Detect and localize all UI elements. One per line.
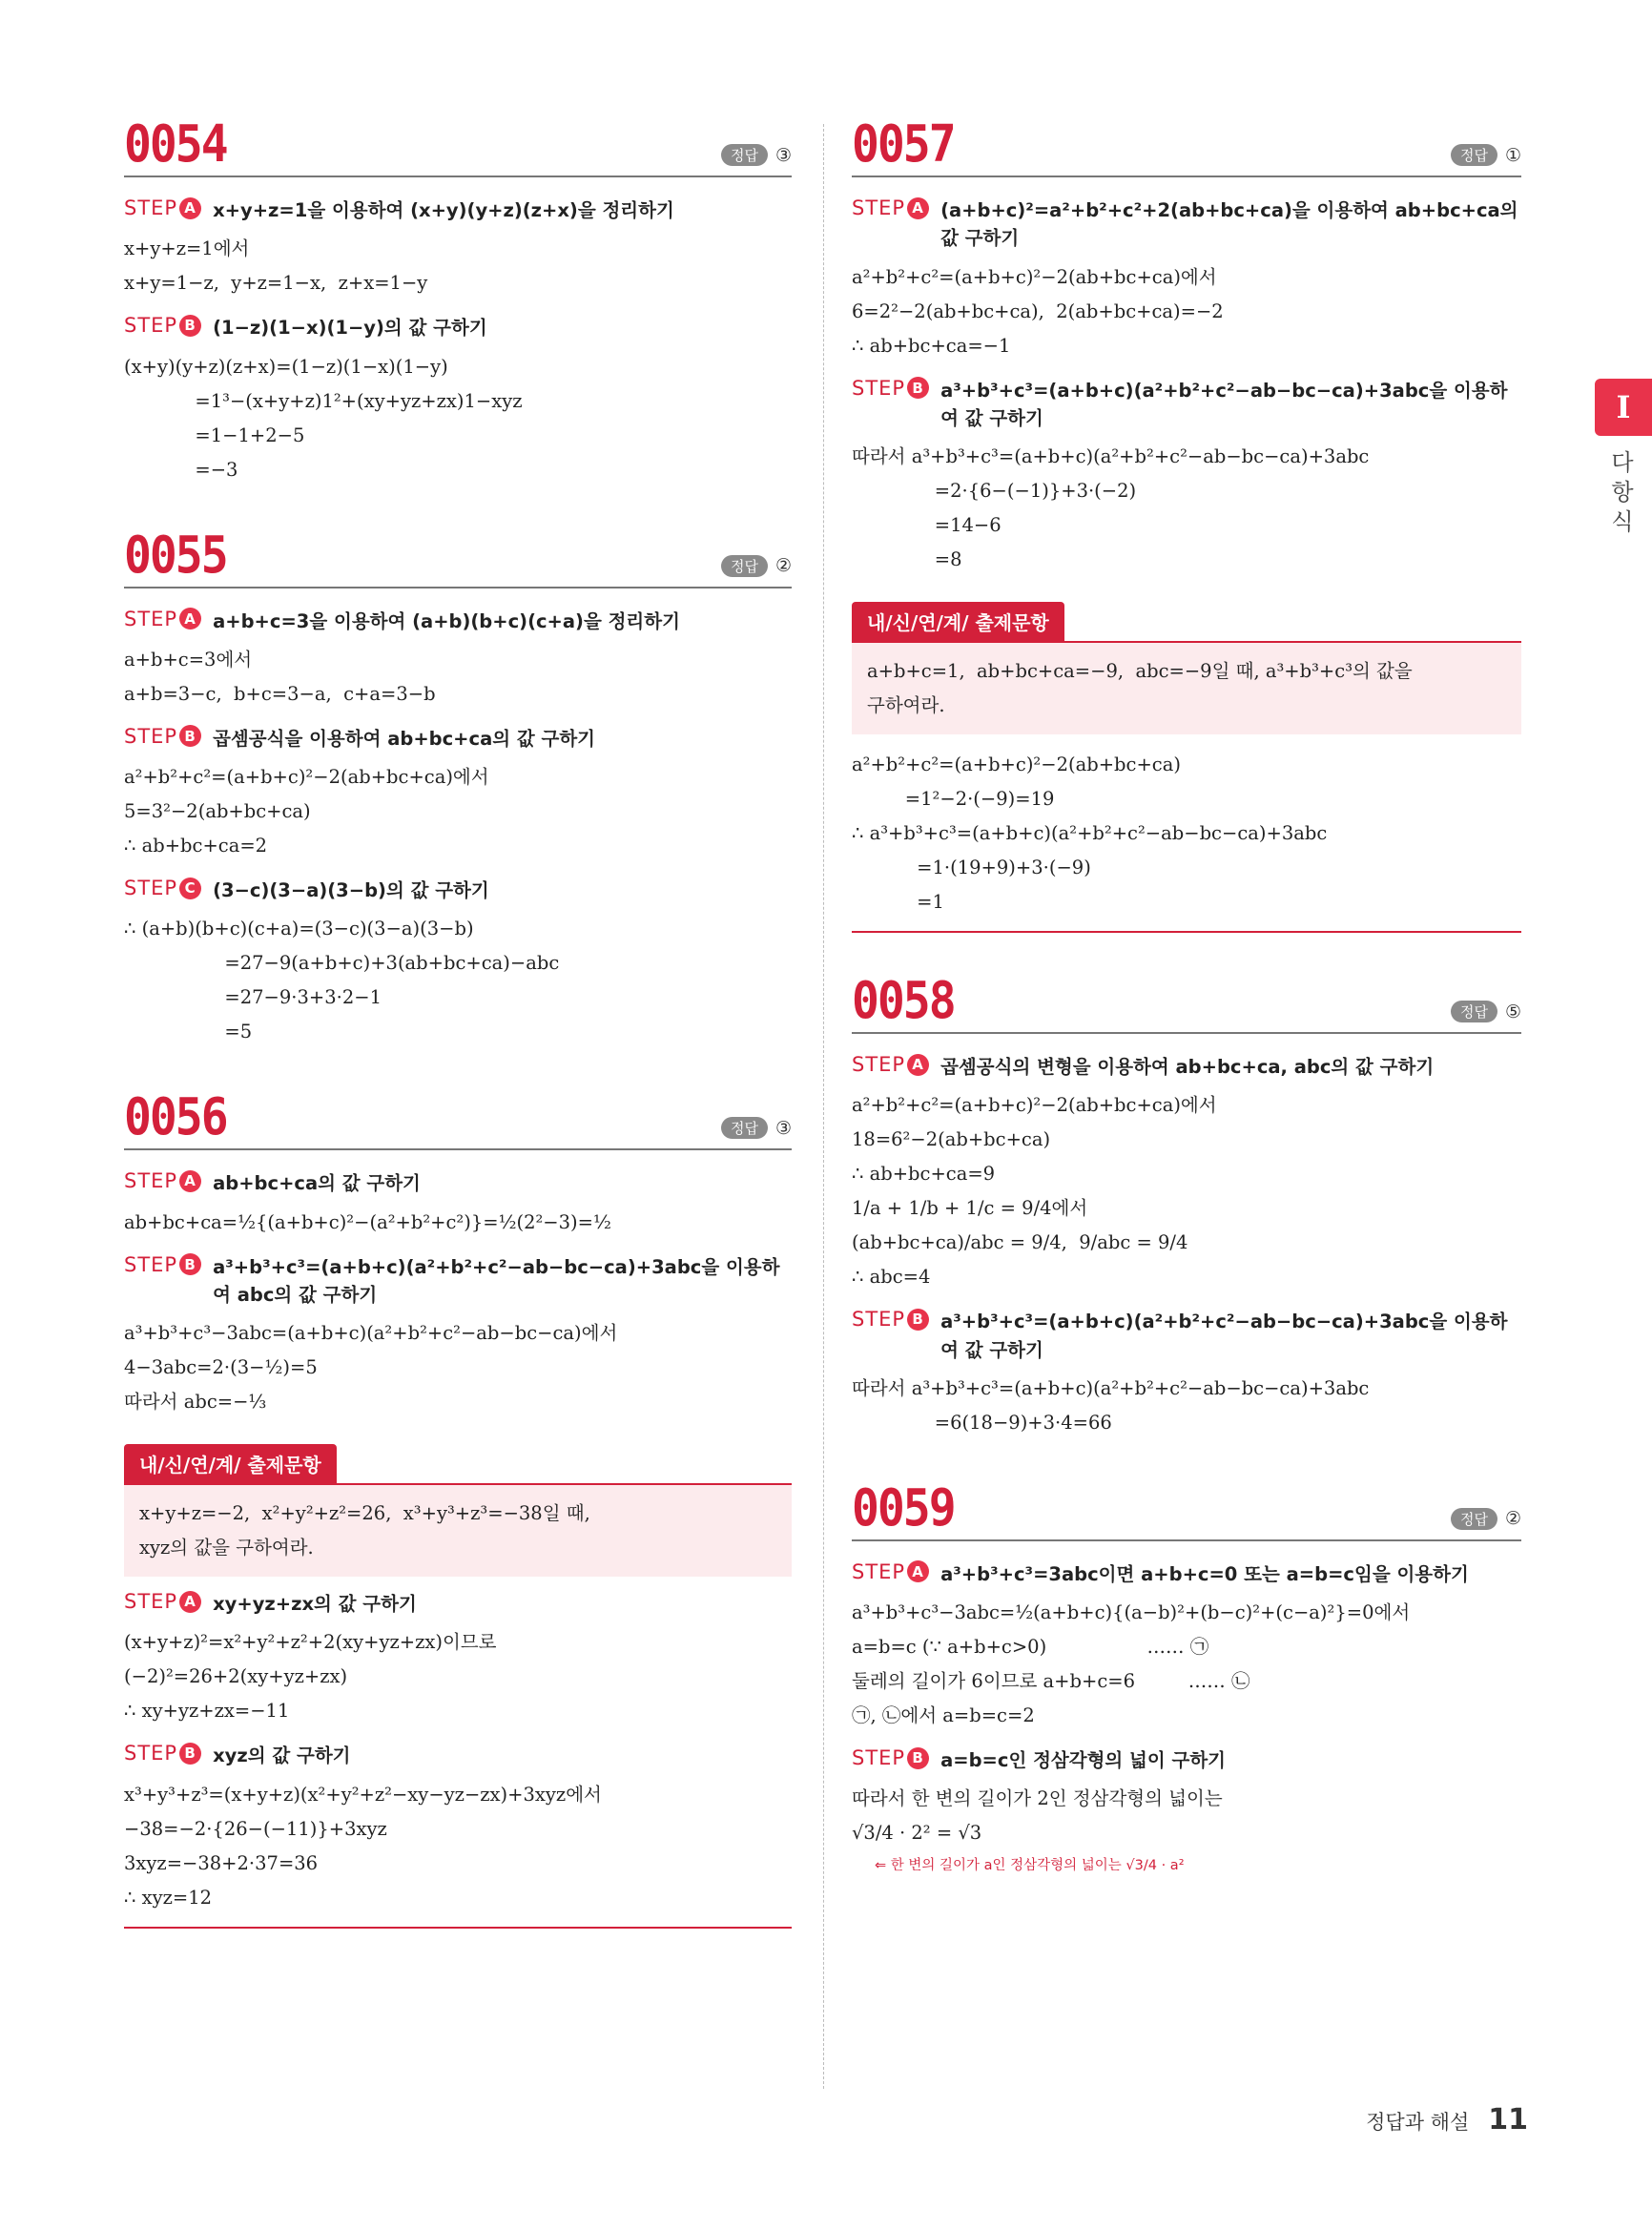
solution-line: a²+b²+c²=(a+b+c)²−2(ab+bc+ca)에서 bbox=[852, 265, 1217, 288]
step-label bbox=[124, 608, 201, 630]
solution-line: (x+y)(y+z)(z+x)=(1−z)(1−x)(1−y) bbox=[124, 355, 448, 378]
step-word: STEP bbox=[124, 196, 178, 219]
solution-line: 5=3²−2(ab+bc+ca) bbox=[124, 800, 311, 822]
page-footer bbox=[1366, 2103, 1528, 2137]
solution-line: x+y+z=1에서 bbox=[124, 237, 250, 260]
solution-line: x³+y³+z³=(x+y+z)(x²+y²+z²−xy−yz−zx)+3xyz에서 bbox=[124, 1783, 602, 1806]
step-label bbox=[852, 377, 929, 400]
problem-0057 bbox=[852, 114, 1521, 933]
solution-line: =8 bbox=[852, 548, 962, 570]
problem-number: 0055 bbox=[124, 525, 227, 585]
problem-number: 0056 bbox=[124, 1087, 227, 1147]
step bbox=[124, 725, 792, 753]
step-label bbox=[852, 1053, 929, 1076]
problem-header bbox=[124, 1087, 792, 1150]
note-text: ⇐ 한 변의 길이가 a인 정삼각형의 넓이는 √3/4 · a² bbox=[875, 1858, 1185, 1874]
step-label bbox=[852, 196, 929, 219]
solution-line: ∴ abc=4 bbox=[852, 1266, 931, 1289]
problem-number: 0054 bbox=[124, 114, 227, 175]
solution-line: 6=2²−2(ab+bc+ca), 2(ab+bc+ca)=−2 bbox=[852, 299, 1224, 322]
solution-line: a+b+c=1, ab+bc+ca=−9, abc=−9일 때, a³+b³+c³의 값을 bbox=[867, 660, 1413, 682]
solution-line: =6(18−9)+3·4=66 bbox=[852, 1411, 1112, 1434]
area-note bbox=[852, 1854, 1521, 1874]
solution-line: 18=6²−2(ab+bc+ca) bbox=[852, 1128, 1051, 1151]
solution-line: 따라서 a³+b³+c³=(a+b+c)(a²+b²+c²−ab−bc−ca)+3abc bbox=[852, 1376, 1370, 1399]
solution-line: ∴ xyz=12 bbox=[124, 1886, 213, 1909]
naesin-label: 내/신/연/계/ 출제문항 bbox=[852, 602, 1064, 641]
step-label bbox=[124, 877, 201, 899]
step-word: STEP bbox=[852, 1746, 906, 1769]
step-letter-circle: A bbox=[179, 1170, 201, 1192]
problem-0056 bbox=[124, 1087, 792, 1928]
step bbox=[852, 1746, 1521, 1774]
solution-line: =1²−2·(−9)=19 bbox=[852, 788, 1055, 810]
footer-text: 정답과 해설 bbox=[1366, 2111, 1470, 2134]
solution-line: =1−1+2−5 bbox=[124, 423, 305, 446]
answer-badge: 정답 bbox=[721, 144, 768, 166]
step bbox=[124, 196, 792, 224]
step-label bbox=[124, 1742, 201, 1765]
step-title: a+b+c=3을 이용하여 (a+b)(b+c)(c+a)을 정리하기 bbox=[213, 609, 680, 632]
solution-line: (x+y+z)²=x²+y²+z²+2(xy+yz+zx)이므로 bbox=[124, 1631, 497, 1654]
answer-value: ③ bbox=[774, 144, 792, 166]
step bbox=[124, 1169, 792, 1197]
problem-0054 bbox=[124, 114, 792, 487]
step-letter-circle: A bbox=[907, 1560, 929, 1582]
solution-line: =27−9(a+b+c)+3(ab+bc+ca)−abc bbox=[124, 952, 560, 975]
problem-number: 0057 bbox=[852, 114, 955, 175]
problem-0059 bbox=[852, 1477, 1521, 1875]
solution-line: (−2)²=26+2(xy+yz+zx) bbox=[124, 1665, 348, 1688]
step bbox=[124, 608, 792, 635]
step-title: a³+b³+c³=(a+b+c)(a²+b²+c²−ab−bc−ca)+3abc을 이용하여 값 구하기 bbox=[940, 379, 1508, 429]
left-column bbox=[124, 114, 792, 1976]
naesin-solution bbox=[852, 748, 1521, 919]
step bbox=[124, 1742, 792, 1769]
solution-line: =14−6 bbox=[852, 514, 1002, 536]
step-letter-circle: A bbox=[179, 197, 201, 219]
naesin-header bbox=[124, 1444, 792, 1485]
solution-line: a²+b²+c²=(a+b+c)²−2(ab+bc+ca)에서 bbox=[852, 1094, 1217, 1117]
step-word: STEP bbox=[124, 877, 178, 899]
step-title: a³+b³+c³=(a+b+c)(a²+b²+c²−ab−bc−ca)+3abc을 이용하여 abc의 값 구하기 bbox=[213, 1255, 780, 1306]
problem-header bbox=[124, 525, 792, 588]
solution-line: 따라서 한 변의 길이가 2인 정삼각형의 넓이는 bbox=[852, 1787, 1223, 1810]
step-word: STEP bbox=[852, 1053, 906, 1076]
solution-line: a+b=3−c, b+c=3−a, c+a=3−b bbox=[124, 682, 436, 705]
step-title: (3−c)(3−a)(3−b)의 값 구하기 bbox=[213, 879, 489, 901]
step-letter-circle: A bbox=[179, 1591, 201, 1613]
solution-line: xyz의 값을 구하여라. bbox=[139, 1537, 314, 1559]
step-title: a³+b³+c³=3abc이면 a+b+c=0 또는 a=b=c임을 이용하기 bbox=[940, 1562, 1469, 1585]
step-label bbox=[852, 1560, 929, 1583]
solution-line: ∴ xy+yz+zx=−11 bbox=[124, 1700, 290, 1723]
solution-line: ∴ ab+bc+ca=9 bbox=[852, 1163, 996, 1186]
answer bbox=[1451, 1508, 1521, 1530]
step-title: 곱셈공식을 이용하여 ab+bc+ca의 값 구하기 bbox=[213, 727, 595, 750]
step-title: ab+bc+ca의 값 구하기 bbox=[213, 1172, 421, 1195]
answer-value: ③ bbox=[774, 1117, 792, 1139]
step-label bbox=[852, 1746, 929, 1769]
step-word: STEP bbox=[124, 1252, 178, 1276]
step-letter-circle: B bbox=[907, 377, 929, 399]
answer-badge: 정답 bbox=[721, 1117, 768, 1139]
solution-line: 구하여라. bbox=[867, 694, 945, 716]
solution-line: =1 bbox=[852, 891, 944, 913]
answer bbox=[721, 144, 792, 166]
solution-line: =1·(19+9)+3·(−9) bbox=[852, 857, 1091, 878]
solution-line: =−3 bbox=[124, 458, 238, 481]
step-letter-circle: B bbox=[179, 315, 201, 337]
step-title: (1−z)(1−x)(1−y)의 값 구하기 bbox=[213, 317, 487, 340]
step-word: STEP bbox=[124, 1742, 178, 1765]
step-title: 곱셈공식의 변형을 이용하여 ab+bc+ca, abc의 값 구하기 bbox=[940, 1056, 1435, 1078]
solution-line: ∴ ab+bc+ca=2 bbox=[124, 835, 268, 857]
naesin-box bbox=[852, 602, 1521, 933]
problem-header bbox=[124, 114, 792, 177]
answer-value: ② bbox=[1504, 1508, 1521, 1530]
problem-0055 bbox=[124, 525, 792, 1050]
solution-line: 따라서 a³+b³+c³=(a+b+c)(a²+b²+c²−ab−bc−ca)+3abc bbox=[852, 445, 1370, 467]
right-column bbox=[852, 114, 1521, 1922]
solution-line: x+y=1−z, y+z=1−x, z+x=1−y bbox=[124, 272, 428, 295]
step-word: STEP bbox=[852, 1308, 906, 1332]
step-letter-circle: A bbox=[907, 197, 929, 219]
step-word: STEP bbox=[852, 196, 906, 219]
solution-line: a+b+c=3에서 bbox=[124, 648, 253, 671]
step-label bbox=[124, 196, 201, 219]
step-letter-circle: B bbox=[907, 1747, 929, 1769]
step-letter-circle: A bbox=[179, 608, 201, 630]
answer bbox=[721, 1117, 792, 1139]
step bbox=[124, 1590, 792, 1618]
problem-0058 bbox=[852, 970, 1521, 1440]
solution-line: =2·{6−(−1)}+3·(−2) bbox=[852, 480, 1137, 502]
answer-badge: 정답 bbox=[721, 555, 768, 577]
step-word: STEP bbox=[124, 724, 178, 748]
solution-line: ∴ (a+b)(b+c)(c+a)=(3−c)(3−a)(3−b) bbox=[124, 918, 474, 940]
solution-line: −38=−2·{26−(−11)}+3xyz bbox=[124, 1817, 387, 1840]
naesin-label: 내/신/연/계/ 출제문항 bbox=[124, 1444, 337, 1483]
step-word: STEP bbox=[124, 607, 178, 630]
step-letter-circle: B bbox=[907, 1309, 929, 1331]
step-label bbox=[124, 1590, 201, 1613]
solution-line: ㉠, ㉡에서 a=b=c=2 bbox=[852, 1704, 1035, 1726]
answer-badge: 정답 bbox=[1451, 144, 1497, 166]
solution-line: ab+bc+ca=½{(a+b+c)²−(a²+b²+c²)}=½(2²−3)=½ bbox=[124, 1210, 611, 1233]
step-letter-circle: C bbox=[179, 878, 201, 899]
step-title: x+y+z=1을 이용하여 (x+y)(y+z)(z+x)을 정리하기 bbox=[213, 199, 674, 221]
step-label bbox=[124, 725, 201, 748]
solution-line: ∴ ab+bc+ca=−1 bbox=[852, 334, 1011, 357]
step bbox=[852, 196, 1521, 253]
step bbox=[852, 1053, 1521, 1081]
step-label bbox=[124, 1253, 201, 1276]
step-label bbox=[124, 314, 201, 337]
answer bbox=[1451, 1001, 1521, 1022]
answer-value: ① bbox=[1504, 144, 1521, 166]
step bbox=[124, 877, 792, 904]
solution-line: =5 bbox=[124, 1021, 253, 1043]
solution-line: 따라서 abc=−⅓ bbox=[124, 1391, 267, 1413]
step-title: (a+b+c)²=a²+b²+c²+2(ab+bc+ca)을 이용하여 ab+bc+ca의 값 구하기 bbox=[940, 199, 1518, 250]
answer-badge: 정답 bbox=[1451, 1508, 1497, 1530]
solution-line: a²+b²+c²=(a+b+c)²−2(ab+bc+ca) bbox=[852, 754, 1181, 775]
step bbox=[124, 1253, 792, 1310]
solution-line: a³+b³+c³−3abc=(a+b+c)(a²+b²+c²−ab−bc−ca)에서 bbox=[124, 1322, 618, 1344]
chapter-tab bbox=[1595, 379, 1652, 436]
solution-line: a²+b²+c²=(a+b+c)²−2(ab+bc+ca)에서 bbox=[124, 766, 489, 788]
page-number: 11 bbox=[1488, 2103, 1528, 2137]
problem-header bbox=[852, 970, 1521, 1034]
solution-line: √3/4 · 2² = √3 bbox=[852, 1822, 982, 1845]
naesin-end-rule bbox=[124, 1927, 792, 1929]
step bbox=[124, 314, 792, 341]
solution-line: 1/a + 1/b + 1/c = 9/4에서 bbox=[852, 1197, 1088, 1220]
answer-value: ② bbox=[774, 555, 792, 576]
problem-number: 0058 bbox=[852, 970, 955, 1031]
step-word: STEP bbox=[852, 1559, 906, 1583]
solution-line: x+y+z=−2, x²+y²+z²=26, x³+y³+z³=−38일 때, bbox=[139, 1502, 590, 1524]
naesin-box bbox=[124, 1444, 792, 1929]
solution-line: 4−3abc=2·(3−½)=5 bbox=[124, 1356, 318, 1378]
step-word: STEP bbox=[124, 1590, 178, 1613]
problem-header bbox=[852, 114, 1521, 177]
solution-line: 3xyz=−38+2·37=36 bbox=[124, 1851, 319, 1874]
problem-number: 0059 bbox=[852, 1477, 955, 1538]
step-label bbox=[852, 1308, 929, 1331]
answer bbox=[721, 555, 792, 577]
step-title: xy+yz+zx의 값 구하기 bbox=[213, 1593, 417, 1615]
solution-line: (ab+bc+ca)/abc = 9/4, 9/abc = 9/4 bbox=[852, 1231, 1188, 1254]
step-letter-circle: B bbox=[179, 725, 201, 747]
step-letter-circle: B bbox=[179, 1253, 201, 1275]
step-word: STEP bbox=[852, 376, 906, 400]
answer-badge: 정답 bbox=[1451, 1001, 1497, 1022]
solution-line: 둘레의 길이가 6이므로 a+b+c=6 …… ㉡ bbox=[852, 1670, 1250, 1692]
solution-line: ∴ a³+b³+c³=(a+b+c)(a²+b²+c²−ab−bc−ca)+3abc bbox=[852, 822, 1328, 844]
column-divider bbox=[823, 124, 824, 2089]
answer bbox=[1451, 144, 1521, 166]
step-letter-circle: B bbox=[179, 1743, 201, 1765]
step bbox=[852, 1560, 1521, 1588]
step-label bbox=[124, 1169, 201, 1192]
step-title: a=b=c인 정삼각형의 넓이 구하기 bbox=[940, 1749, 1227, 1771]
step-letter-circle: A bbox=[907, 1054, 929, 1076]
step-title: xyz의 값 구하기 bbox=[213, 1745, 351, 1767]
step-word: STEP bbox=[124, 1169, 178, 1193]
answer-value: ⑤ bbox=[1504, 1001, 1521, 1022]
step bbox=[852, 377, 1521, 433]
chapter-title: 다항식 bbox=[1611, 449, 1634, 536]
problem-header bbox=[852, 1477, 1521, 1541]
naesin-header bbox=[852, 602, 1521, 643]
solution-line: =1³−(x+y+z)1²+(xy+yz+zx)1−xyz bbox=[124, 389, 523, 412]
naesin-question bbox=[852, 643, 1521, 734]
solution-line: =27−9·3+3·2−1 bbox=[124, 986, 382, 1009]
solution-line: a³+b³+c³−3abc=½(a+b+c){(a−b)²+(b−c)²+(c−a)²}=0에서 bbox=[852, 1601, 1411, 1623]
step-word: STEP bbox=[124, 314, 178, 338]
solution-line: a=b=c (∵ a+b+c>0) …… ㉠ bbox=[852, 1636, 1209, 1658]
step-title: a³+b³+c³=(a+b+c)(a²+b²+c²−ab−bc−ca)+3abc을 이용하여 값 구하기 bbox=[940, 1311, 1508, 1361]
naesin-question bbox=[124, 1485, 792, 1577]
step bbox=[852, 1308, 1521, 1364]
chapter-roman: I bbox=[1616, 389, 1631, 425]
naesin-end-rule bbox=[852, 931, 1521, 933]
